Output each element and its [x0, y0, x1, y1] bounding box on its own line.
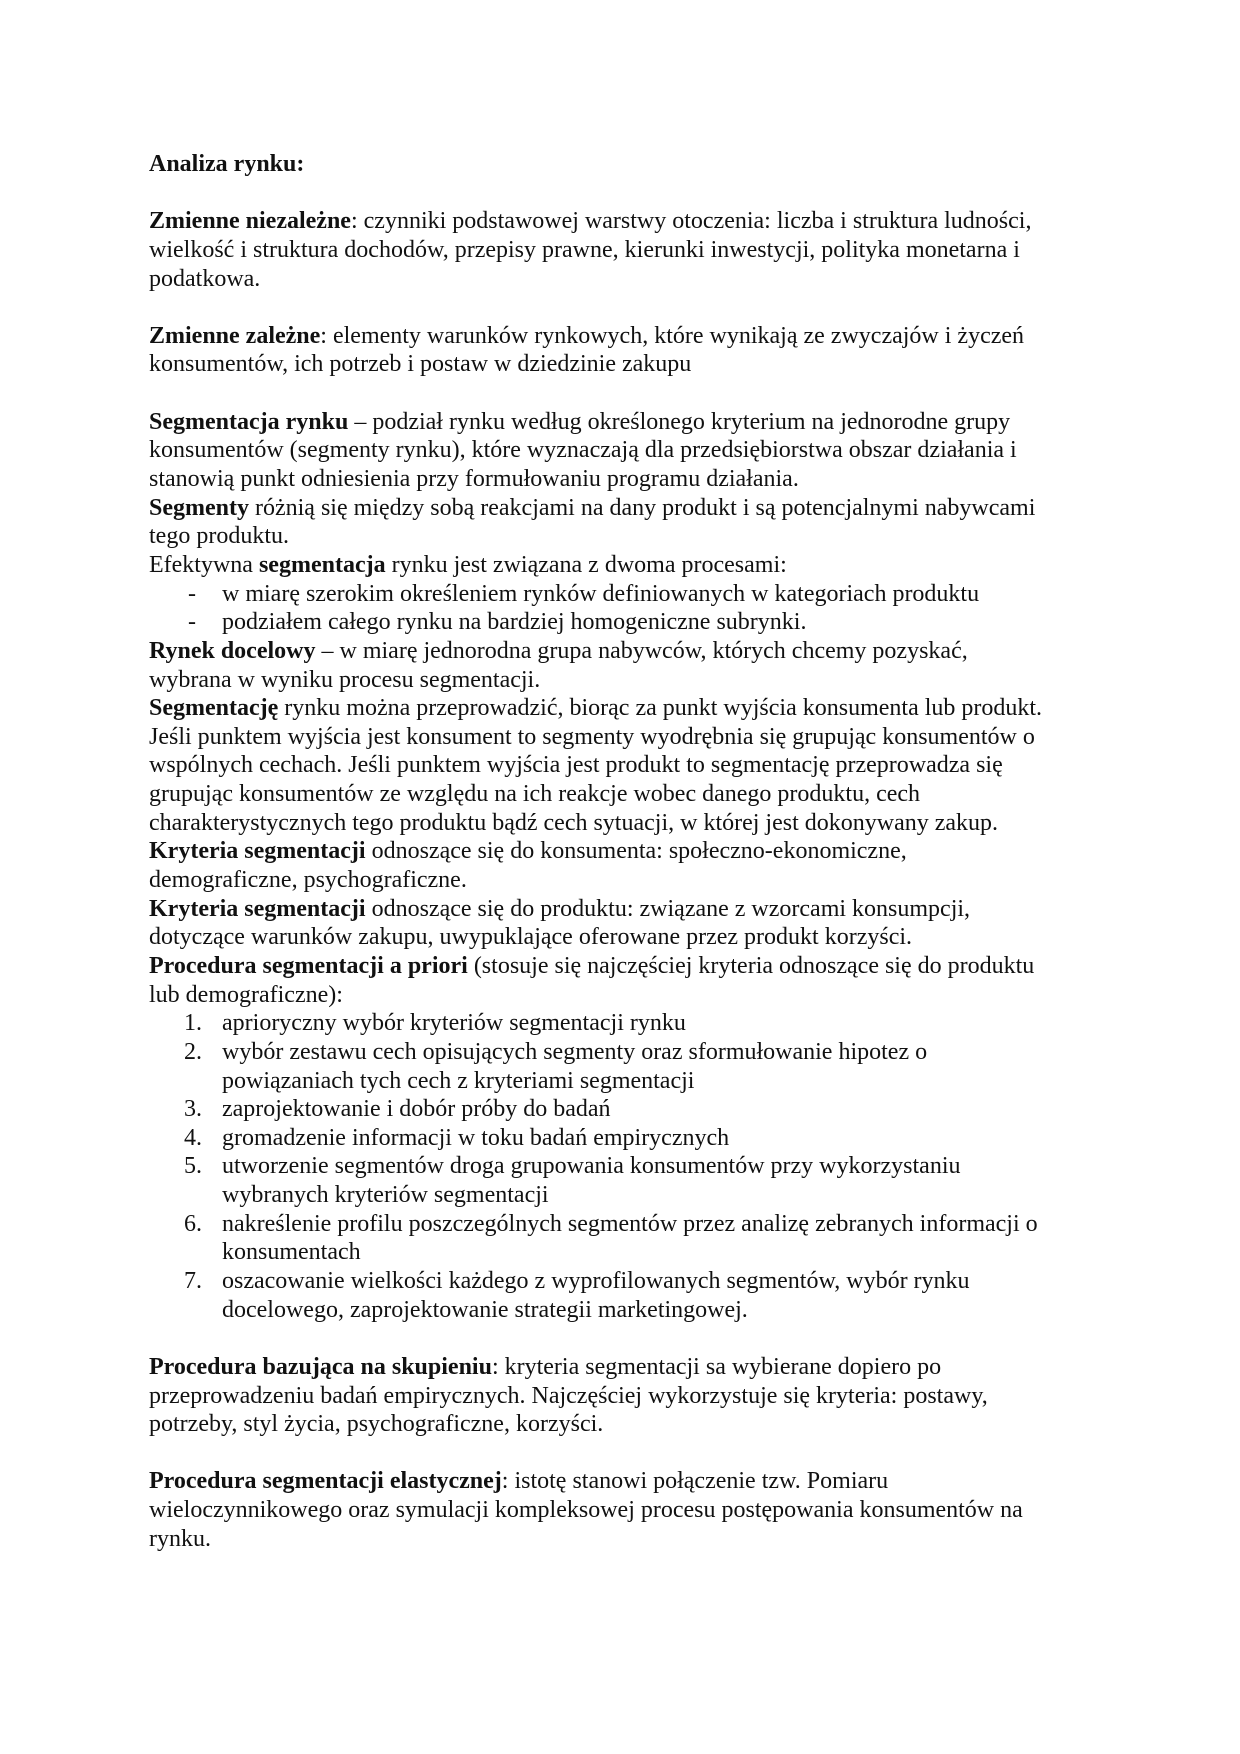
text-run: Efektywna	[149, 551, 259, 578]
text-run: wielkość i struktura dochodów, przepisy prawne, kierunki inwestycji, polityka monetarna i	[149, 236, 1020, 263]
text-line	[149, 1181, 1149, 1210]
line-text	[149, 924, 912, 950]
bold-term: Zmienne niezależne	[149, 208, 351, 235]
text-line	[149, 637, 1149, 666]
text-run: tego produktu.	[149, 523, 289, 550]
bold-term: Kryteria segmentacji	[149, 895, 366, 922]
list-number: 4.	[184, 1124, 202, 1151]
bullet-marker: -	[188, 609, 196, 636]
line-text	[222, 1067, 694, 1096]
text-line	[149, 895, 1149, 924]
text-line	[149, 494, 1149, 523]
text-line	[149, 322, 1149, 351]
line-text	[222, 1009, 686, 1038]
text-run: aprioryczny wybór kryteriów segmentacji rynku	[222, 1010, 686, 1037]
text-line	[149, 1067, 1149, 1096]
bold-term: Segmentację	[149, 695, 279, 722]
list-number: 2.	[184, 1038, 202, 1065]
text-line	[149, 866, 1149, 895]
list-number: 1.	[184, 1010, 202, 1037]
text-run: (stosuje się najczęściej kryteria odnoszące się do produktu	[467, 952, 1035, 979]
line-text	[149, 1526, 211, 1552]
text-run: utworzenie segmentów droga grupowania konsumentów przy wykorzystaniu	[222, 1153, 961, 1180]
line-text	[149, 552, 787, 578]
blank-line	[149, 1324, 1149, 1353]
text-line	[149, 1410, 1149, 1439]
text-run: gromadzenie informacji w toku badań empirycznych	[222, 1124, 730, 1151]
list-number: 3.	[184, 1096, 202, 1123]
bullet-marker: -	[188, 580, 196, 607]
text-run: zaprojektowanie i dobór próby do badań	[222, 1096, 611, 1123]
text-run: nakreślenie profilu poszczególnych segmentów przez analizę zebranych informacji o	[222, 1210, 1038, 1237]
line-text	[149, 1468, 888, 1494]
line-text	[222, 608, 806, 637]
text-line	[149, 981, 1149, 1010]
bold-term: Zmienne zależne	[149, 322, 321, 349]
text-line	[149, 837, 1149, 866]
line-text	[222, 1095, 611, 1124]
bullet-item	[149, 580, 1149, 609]
line-text	[149, 266, 260, 292]
numbered-item	[149, 1038, 1149, 1067]
text-run: lub demograficzne):	[149, 981, 343, 1008]
bold-term: Analiza rynku:	[149, 151, 305, 177]
text-run: – w miarę jednorodna grupa nabywców, których chcemy pozyskać,	[315, 637, 968, 664]
numbered-item	[149, 1152, 1149, 1181]
text-line	[149, 1238, 1149, 1267]
text-line	[149, 694, 1149, 723]
line-text	[149, 237, 1020, 263]
text-run: konsumentach	[222, 1239, 361, 1266]
bold-term: Procedura bazująca na skupieniu	[149, 1353, 492, 1380]
line-text	[222, 1124, 729, 1153]
text-run: konsumentów, ich potrzeb i postaw w dziedzinie zakupu	[149, 351, 692, 378]
text-run: wspólnych cechach. Jeśli punktem wyjścia jest produkt to segmentację przeprowadza się	[149, 752, 1003, 779]
line-text	[222, 1296, 748, 1325]
text-run: rynku można przeprowadzić, biorąc za punkt wyjścia konsumenta lub produkt.	[278, 695, 1043, 722]
list-number: 7.	[184, 1267, 202, 1294]
text-line	[149, 809, 1149, 838]
numbered-item	[149, 1095, 1149, 1124]
numbered-item	[149, 1210, 1149, 1239]
text-run: różnią się między sobą reakcjami na dany produkt i są potencjalnymi nabywcami	[248, 494, 1036, 521]
text-line	[149, 923, 1149, 952]
text-run: rynku.	[149, 1525, 211, 1552]
line-text	[149, 781, 920, 807]
text-line	[149, 150, 1149, 179]
line-text	[149, 810, 998, 836]
text-line	[149, 522, 1149, 551]
text-line	[149, 1525, 1149, 1554]
text-run: w miarę szerokim określeniem rynków definiowanych w kategoriach produktu	[222, 580, 980, 607]
text-run: dotyczące warunków zakupu, uwypuklające oferowane przez produkt korzyści.	[149, 924, 913, 951]
line-text	[149, 437, 1017, 463]
line-text	[149, 1411, 603, 1437]
bold-term: Rynek docelowy	[149, 637, 316, 664]
blank-line	[149, 293, 1149, 322]
text-run: podatkowa.	[149, 265, 261, 292]
line-text	[149, 1354, 941, 1380]
line-text	[149, 351, 691, 377]
text-run: docelowego, zaprojektowanie strategii marketingowej.	[222, 1296, 748, 1323]
line-text	[222, 1210, 1038, 1239]
numbered-item	[149, 1267, 1149, 1296]
line-text	[149, 466, 799, 492]
text-run: Jeśli punktem wyjścia jest konsument to segmenty wyodrębnia się grupując konsumentów o	[149, 723, 1035, 750]
text-run: rynku jest związana z dwoma procesami:	[385, 551, 787, 578]
text-line	[149, 1467, 1149, 1496]
numbered-item	[149, 1009, 1149, 1038]
bullet-item	[149, 608, 1149, 637]
line-text	[149, 151, 304, 177]
text-run: powiązaniach tych cech z kryteriami segmentacji	[222, 1067, 695, 1094]
text-run: oszacowanie wielkości każdego z wyprofilowanych segmentów, wybór rynku	[222, 1267, 970, 1294]
line-text	[149, 982, 343, 1008]
line-text	[222, 1038, 927, 1067]
text-line	[149, 1353, 1149, 1382]
line-text	[149, 495, 1035, 521]
line-text	[149, 409, 1010, 435]
text-line	[149, 350, 1149, 379]
bold-term: Segmentacja rynku	[149, 408, 349, 435]
line-text	[222, 1181, 549, 1210]
text-run: stanowią punkt odniesienia przy formułowaniu programu działania.	[149, 466, 799, 493]
blank-line	[149, 1439, 1149, 1468]
text-run: wieloczynnikowego oraz symulacji kompleksowej procesu postępowania konsumentów na	[149, 1497, 1023, 1524]
line-text	[149, 953, 1034, 979]
text-line	[149, 751, 1149, 780]
line-text	[222, 580, 979, 609]
text-run: wybór zestawu cech opisujących segmenty oraz sformułowanie hipotez o	[222, 1038, 928, 1065]
text-line	[149, 436, 1149, 465]
line-text	[149, 724, 1035, 750]
text-run: wybranych kryteriów segmentacji	[222, 1182, 549, 1209]
line-text	[149, 523, 289, 549]
bold-term: Procedura segmentacji a priori	[149, 952, 468, 979]
text-line	[149, 780, 1149, 809]
text-run: potrzeby, styl życia, psychograficzne, korzyści.	[149, 1411, 604, 1438]
line-text	[149, 638, 968, 664]
list-number: 6.	[184, 1210, 202, 1237]
bold-term: Procedura segmentacji elastycznej	[149, 1468, 502, 1495]
bold-term: Kryteria segmentacji	[149, 838, 366, 865]
text-run: przeprowadzeniu badań empirycznych. Najczęściej wykorzystuje się kryteria: postawy,	[149, 1382, 988, 1409]
text-run: odnoszące się do produktu: związane z wzorcami konsumpcji,	[365, 895, 971, 922]
text-run: : kryteria segmentacji sa wybierane dopiero po	[491, 1353, 942, 1380]
line-text	[149, 752, 1003, 778]
text-line	[149, 952, 1149, 981]
text-run: podziałem całego rynku na bardziej homogeniczne subrynki.	[222, 609, 807, 636]
text-run: odnoszące się do konsumenta: społeczno-ekonomiczne,	[365, 838, 907, 865]
text-run: grupując konsumentów ze względu na ich reakcje wobec danego produktu, cech	[149, 781, 921, 808]
line-text	[149, 838, 907, 864]
text-line	[149, 207, 1149, 236]
bold-term: segmentacja	[258, 551, 386, 578]
bold-term: Segmenty	[149, 494, 249, 521]
text-line	[149, 551, 1149, 580]
blank-line	[149, 179, 1149, 208]
numbered-item	[149, 1124, 1149, 1153]
text-line	[149, 666, 1149, 695]
text-line	[149, 1382, 1149, 1411]
line-text	[149, 1497, 1023, 1523]
text-line	[149, 408, 1149, 437]
text-run: charakterystycznych tego produktu bądź cech sytuacji, w której jest dokonywany zakup.	[149, 809, 999, 836]
text-run: konsumentów (segmenty rynku), które wyznaczają dla przedsiębiorstwa obszar działania i	[149, 437, 1017, 464]
text-line	[149, 465, 1149, 494]
list-number: 5.	[184, 1153, 202, 1180]
text-run: : istotę stanowi połączenie tzw. Pomiaru	[501, 1468, 889, 1495]
blank-line	[149, 379, 1149, 408]
line-text	[222, 1238, 361, 1267]
text-run: – podział rynku według określonego kryterium na jednorodne grupy	[348, 408, 1011, 435]
text-run: : czynniki podstawowej warstwy otoczenia: liczba i struktura ludności,	[350, 208, 1032, 235]
text-line	[149, 265, 1149, 294]
text-line	[149, 1496, 1149, 1525]
text-line	[149, 723, 1149, 752]
text-run: demograficzne, psychograficzne.	[149, 867, 467, 894]
text-run: wybrana w wyniku procesu segmentacji.	[149, 666, 541, 693]
line-text	[149, 208, 1031, 234]
text-line	[149, 236, 1149, 265]
text-line	[149, 1296, 1149, 1325]
line-text	[149, 323, 1024, 349]
line-text	[149, 1383, 988, 1409]
line-text	[149, 695, 1042, 721]
text-run: : elementy warunków rynkowych, które wynikają ze zwyczajów i życzeń	[320, 322, 1025, 349]
line-text	[222, 1152, 960, 1181]
line-text	[149, 896, 970, 922]
document-page	[149, 150, 1149, 1553]
line-text	[149, 867, 467, 893]
line-text	[149, 667, 540, 693]
line-text	[222, 1267, 970, 1296]
